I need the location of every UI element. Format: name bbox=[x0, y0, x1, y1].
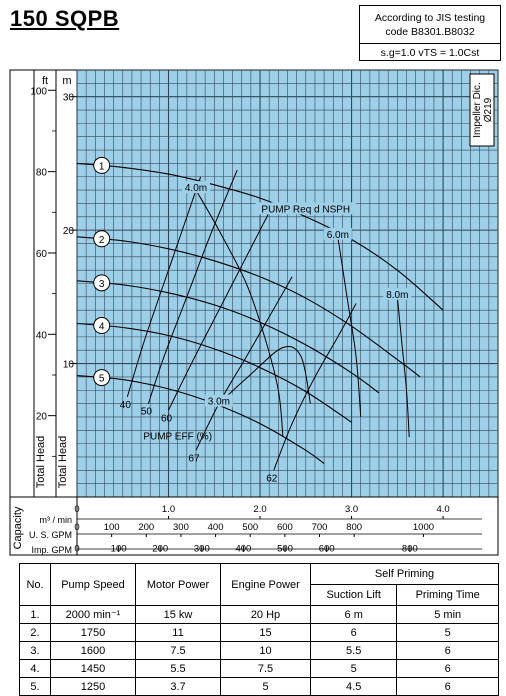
table-row bbox=[20, 624, 499, 642]
cell-speed: 1450 bbox=[51, 660, 136, 678]
cell-no: 3. bbox=[20, 642, 51, 660]
curve-marker-label-5: 5 bbox=[98, 373, 105, 385]
impgpm-axis-tick-label: 800 bbox=[401, 543, 418, 555]
npsh-title: PUMP Req d NSPH bbox=[261, 204, 351, 216]
npsh-label-3.0m: 3.0m bbox=[207, 396, 230, 408]
cell-motor: 5.5 bbox=[136, 660, 221, 678]
npsh-label-6.0m: 6.0m bbox=[326, 229, 349, 241]
cell-no: 2. bbox=[20, 624, 51, 642]
cell-no: 1. bbox=[20, 606, 51, 624]
cell-speed: 1750 bbox=[51, 624, 136, 642]
capacity-axis-title: Capacity bbox=[12, 506, 24, 550]
impgpm-axis-tick-label: 500 bbox=[277, 543, 293, 555]
cell-motor: 11 bbox=[136, 624, 221, 642]
usgpm-axis-tick-label: 700 bbox=[311, 522, 328, 533]
curve-marker-label-1: 1 bbox=[98, 161, 105, 173]
col-header-engine: Engine Power bbox=[221, 564, 311, 606]
standard-line-2: code B8301.B8032 bbox=[385, 25, 475, 38]
usgpm-axis-tick-label: 400 bbox=[207, 522, 224, 533]
efficiency-label-40: 40 bbox=[119, 399, 131, 411]
cell-no: 5. bbox=[20, 678, 51, 696]
impeller-label: Impeller Dic. bbox=[472, 82, 483, 138]
ft-axis-tick-label: 60 bbox=[35, 248, 47, 260]
usgpm-axis-unit: U. S. GPM bbox=[28, 530, 72, 540]
usgpm-axis-tick-label: 100 bbox=[103, 522, 120, 533]
cell-engine: 5 bbox=[221, 678, 311, 696]
usgpm-axis-tick-label: 800 bbox=[346, 522, 363, 533]
cell-engine: 10 bbox=[221, 642, 311, 660]
impgpm-axis-tick-label: 300 bbox=[193, 543, 210, 555]
col-header-self-priming: Self Priming bbox=[311, 564, 499, 585]
usgpm-axis-tick-label: 1000 bbox=[412, 522, 435, 533]
cell-motor: 15 kw bbox=[136, 606, 221, 624]
ft-axis-title: Total Head bbox=[35, 435, 47, 489]
cell-priming: 6 bbox=[397, 678, 499, 696]
table-row bbox=[20, 642, 499, 660]
usgpm-axis-tick-label: 0 bbox=[74, 522, 80, 533]
standard-line-1: According to JIS testing bbox=[374, 11, 486, 24]
efficiency-title: PUMP EFF (%) bbox=[143, 431, 213, 443]
cell-suction: 5.5 bbox=[311, 642, 397, 660]
col-header-motor: Motor Power bbox=[136, 564, 221, 606]
cell-speed: 1250 bbox=[51, 678, 136, 696]
ft-axis-unit: ft bbox=[41, 75, 49, 87]
cell-engine: 7.5 bbox=[221, 660, 311, 678]
cell-suction: 4.5 bbox=[311, 678, 397, 696]
impgpm-axis-unit: Imp. GPM bbox=[31, 545, 72, 555]
m-axis-tick-label: 10 bbox=[62, 359, 74, 371]
cell-motor: 3.7 bbox=[136, 678, 221, 696]
m3min-axis-tick-label: 4.0 bbox=[436, 504, 450, 515]
ft-axis-tick-label: 40 bbox=[35, 330, 47, 342]
m3min-axis-tick-label: 1.0 bbox=[161, 504, 176, 515]
cell-speed: 1600 bbox=[51, 642, 136, 660]
ft-axis-tick-label: 100 bbox=[30, 86, 47, 98]
impeller-value: Ø219 bbox=[483, 97, 494, 123]
efficiency-label-67: 67 bbox=[188, 453, 200, 465]
spec-table bbox=[19, 563, 499, 696]
col-header-speed: Pump Speed bbox=[51, 564, 136, 606]
curve-marker-label-3: 3 bbox=[98, 278, 105, 290]
efficiency-label-62: 62 bbox=[266, 473, 278, 485]
m3min-axis-tick-label: 0 bbox=[74, 504, 80, 515]
cell-priming: 5 min bbox=[397, 606, 499, 624]
cell-priming: 6 bbox=[397, 660, 499, 678]
impgpm-axis-tick-label: 200 bbox=[152, 543, 169, 555]
m3min-axis-tick-label: 2.0 bbox=[253, 504, 267, 515]
curve-marker-label-2: 2 bbox=[98, 234, 105, 246]
cell-motor: 7.5 bbox=[136, 642, 221, 660]
cell-priming: 6 bbox=[397, 642, 499, 660]
cell-suction: 6 bbox=[311, 624, 397, 642]
table-row bbox=[20, 606, 499, 624]
efficiency-label-60: 60 bbox=[160, 413, 173, 425]
m-axis-title: Total Head bbox=[57, 435, 69, 489]
m-axis-tick-label: 20 bbox=[62, 226, 74, 238]
table-row bbox=[20, 678, 499, 696]
curve-marker-label-4: 4 bbox=[98, 321, 105, 333]
usgpm-axis-tick-label: 300 bbox=[173, 522, 189, 533]
col-header-priming: Priming Time bbox=[397, 585, 499, 606]
npsh-label-4.0m: 4.0m bbox=[184, 183, 208, 195]
chart-grid bbox=[77, 70, 498, 497]
cell-engine: 15 bbox=[221, 624, 311, 642]
npsh-label-8.0m: 8.0m bbox=[386, 289, 409, 301]
m-axis-unit: m bbox=[62, 75, 72, 87]
standard-line-3: s.g=1.0 vTS = 1.0Cst bbox=[380, 47, 480, 59]
col-header-suction: Suction Lift bbox=[311, 585, 397, 606]
usgpm-axis-tick-label: 200 bbox=[138, 522, 155, 533]
cell-priming: 5 bbox=[397, 624, 499, 642]
cell-no: 4. bbox=[20, 660, 51, 678]
ft-axis-tick-label: 80 bbox=[35, 167, 47, 179]
cell-suction: 5 bbox=[311, 660, 397, 678]
usgpm-axis-tick-label: 600 bbox=[276, 522, 293, 533]
page-title: 150 SQPB bbox=[10, 6, 120, 31]
ft-axis-tick-label: 20 bbox=[35, 411, 47, 423]
m3min-axis-tick-label: 3.0 bbox=[344, 504, 359, 515]
impgpm-axis-tick-label: 400 bbox=[235, 543, 252, 555]
m-axis-tick-label: 30 bbox=[62, 92, 74, 104]
cell-engine: 20 Hp bbox=[221, 606, 311, 624]
cell-suction: 6 m bbox=[311, 606, 397, 624]
impgpm-axis-tick-label: 600 bbox=[318, 543, 335, 555]
table-row bbox=[20, 660, 499, 678]
impgpm-axis-tick-label: 0 bbox=[74, 543, 80, 555]
cell-speed: 2000 min⁻¹ bbox=[51, 606, 136, 624]
impgpm-axis-tick-label: 100 bbox=[110, 543, 127, 555]
efficiency-label-50: 50 bbox=[140, 406, 152, 418]
m3min-axis-unit: m³ / min bbox=[39, 515, 72, 525]
col-header-no: No. bbox=[20, 564, 51, 606]
usgpm-axis-tick-label: 500 bbox=[242, 522, 259, 533]
